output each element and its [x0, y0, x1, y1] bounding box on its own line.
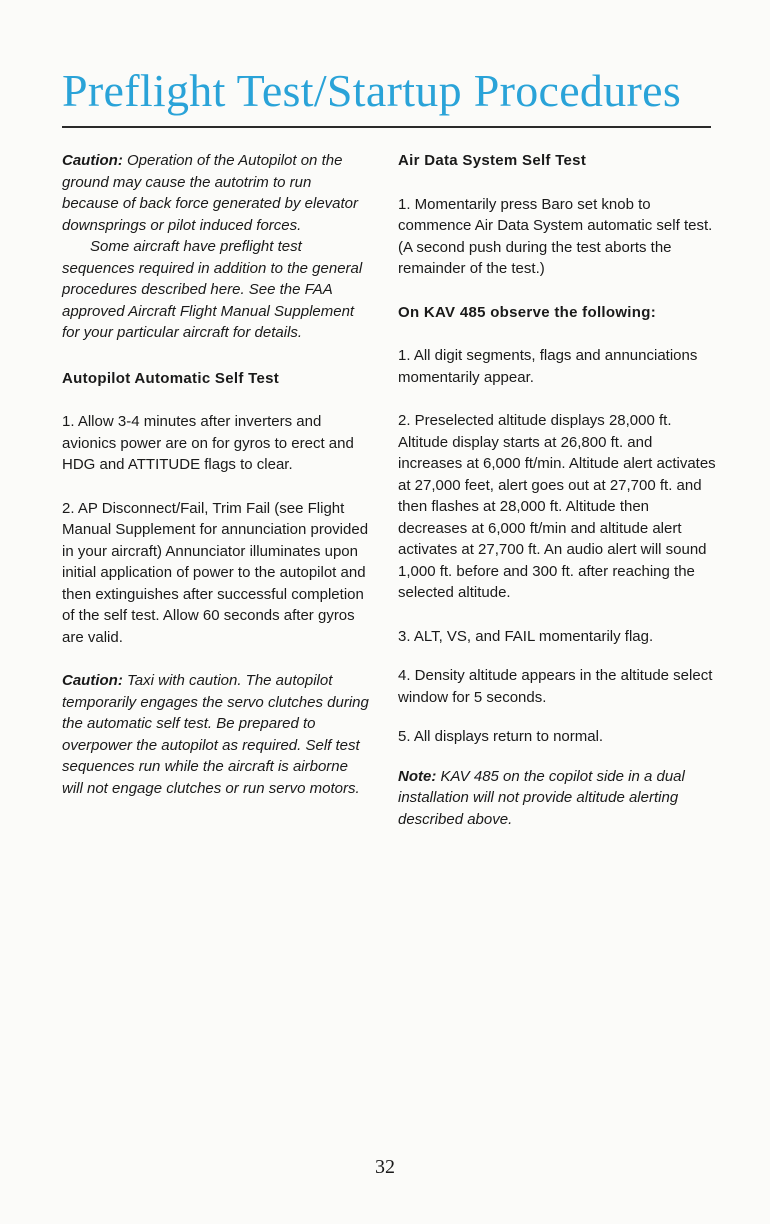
autopilot-step-1: 1. Allow 3-4 minutes after inverters and avionics power are on for gyros to erect and HDG and ATTITUDE flags to clear. [62, 413, 354, 473]
title-divider [62, 126, 711, 128]
kav-step-2: 2. Preselected altitude displays 28,000 ft. Altitude display starts at 26,800 ft. and increases at 6,000 ft/min. Altitude alert activates at 27,000 feet, alert goes out at 27,700 ft. and then flashes at 28,000 ft. Altitude then decreases at 6,000 ft/min and altitude alert activates at 27,700 ft. An audio alert will sound 1,000 ft. before and 300 ft. after reaching the selected altitude. [398, 412, 716, 601]
caution-label: Caution: [62, 152, 123, 169]
note-copilot-text: KAV 485 on the copilot side in a dual installation will not provide altitude alerting described above. [398, 767, 685, 828]
autopilot-step-2: 2. AP Disconnect/Fail, Trim Fail (see Flight Manual Supplement for annunciation provided in your aircraft) Annunciator illuminates upon initial application of power to the autopilot and then extinguishes after successful completion of the self test. Allow 60 seconds after gyros are valid. [62, 499, 369, 646]
caution-label: Caution: [62, 672, 123, 689]
page-number: 32 [375, 1156, 395, 1178]
note-label: Note: [398, 767, 437, 785]
kav-step-4: 4. Density altitude appears in the altitude select window for 5 seconds. [398, 667, 713, 706]
autopilot-self-test-heading: Autopilot Automatic Self Test [62, 369, 280, 387]
caution-preflight-sequences: Some aircraft have preflight test sequences required in addition to the general procedures described here. See the FAA approved Aircraft Flight Manual Supplement for your particular aircraft for details. [62, 238, 363, 341]
caution-taxi [62, 670, 372, 799]
caution-autotrim [62, 150, 372, 236]
caution-taxi-text: Taxi with caution. The autopilot temporarily engages the servo clutches during the automatic self test. Be prepared to overpower the autopilot as required. Self test sequences run while the aircraft is airborne will not engage clutches or run servo motors. [62, 672, 369, 797]
kav-step-5: 5. All displays return to normal. [398, 728, 604, 745]
note-copilot [398, 766, 716, 831]
right-column [398, 150, 716, 830]
air-data-self-test-heading: Air Data System Self Test [398, 152, 587, 169]
page-title: Preflight Test/Startup Procedures [62, 65, 682, 116]
kav-step-3: 3. ALT, VS, and FAIL momentarily flag. [398, 627, 654, 645]
kav-step-1: 1. All digit segments, flags and annunciations momentarily appear. [398, 347, 698, 386]
left-column [62, 150, 372, 799]
kav-485-heading: On KAV 485 observe the following: [398, 303, 656, 321]
air-data-step-1: 1. Momentarily press Baro set knob to commence Air Data System automatic self test. (A second push during the test aborts the remainder of the test.) [398, 195, 713, 277]
caution-autotrim-text: Operation of the Autopilot on the ground may cause the autotrim to run because of back force generated by elevator downsprings or pilot induced forces. [62, 152, 359, 234]
